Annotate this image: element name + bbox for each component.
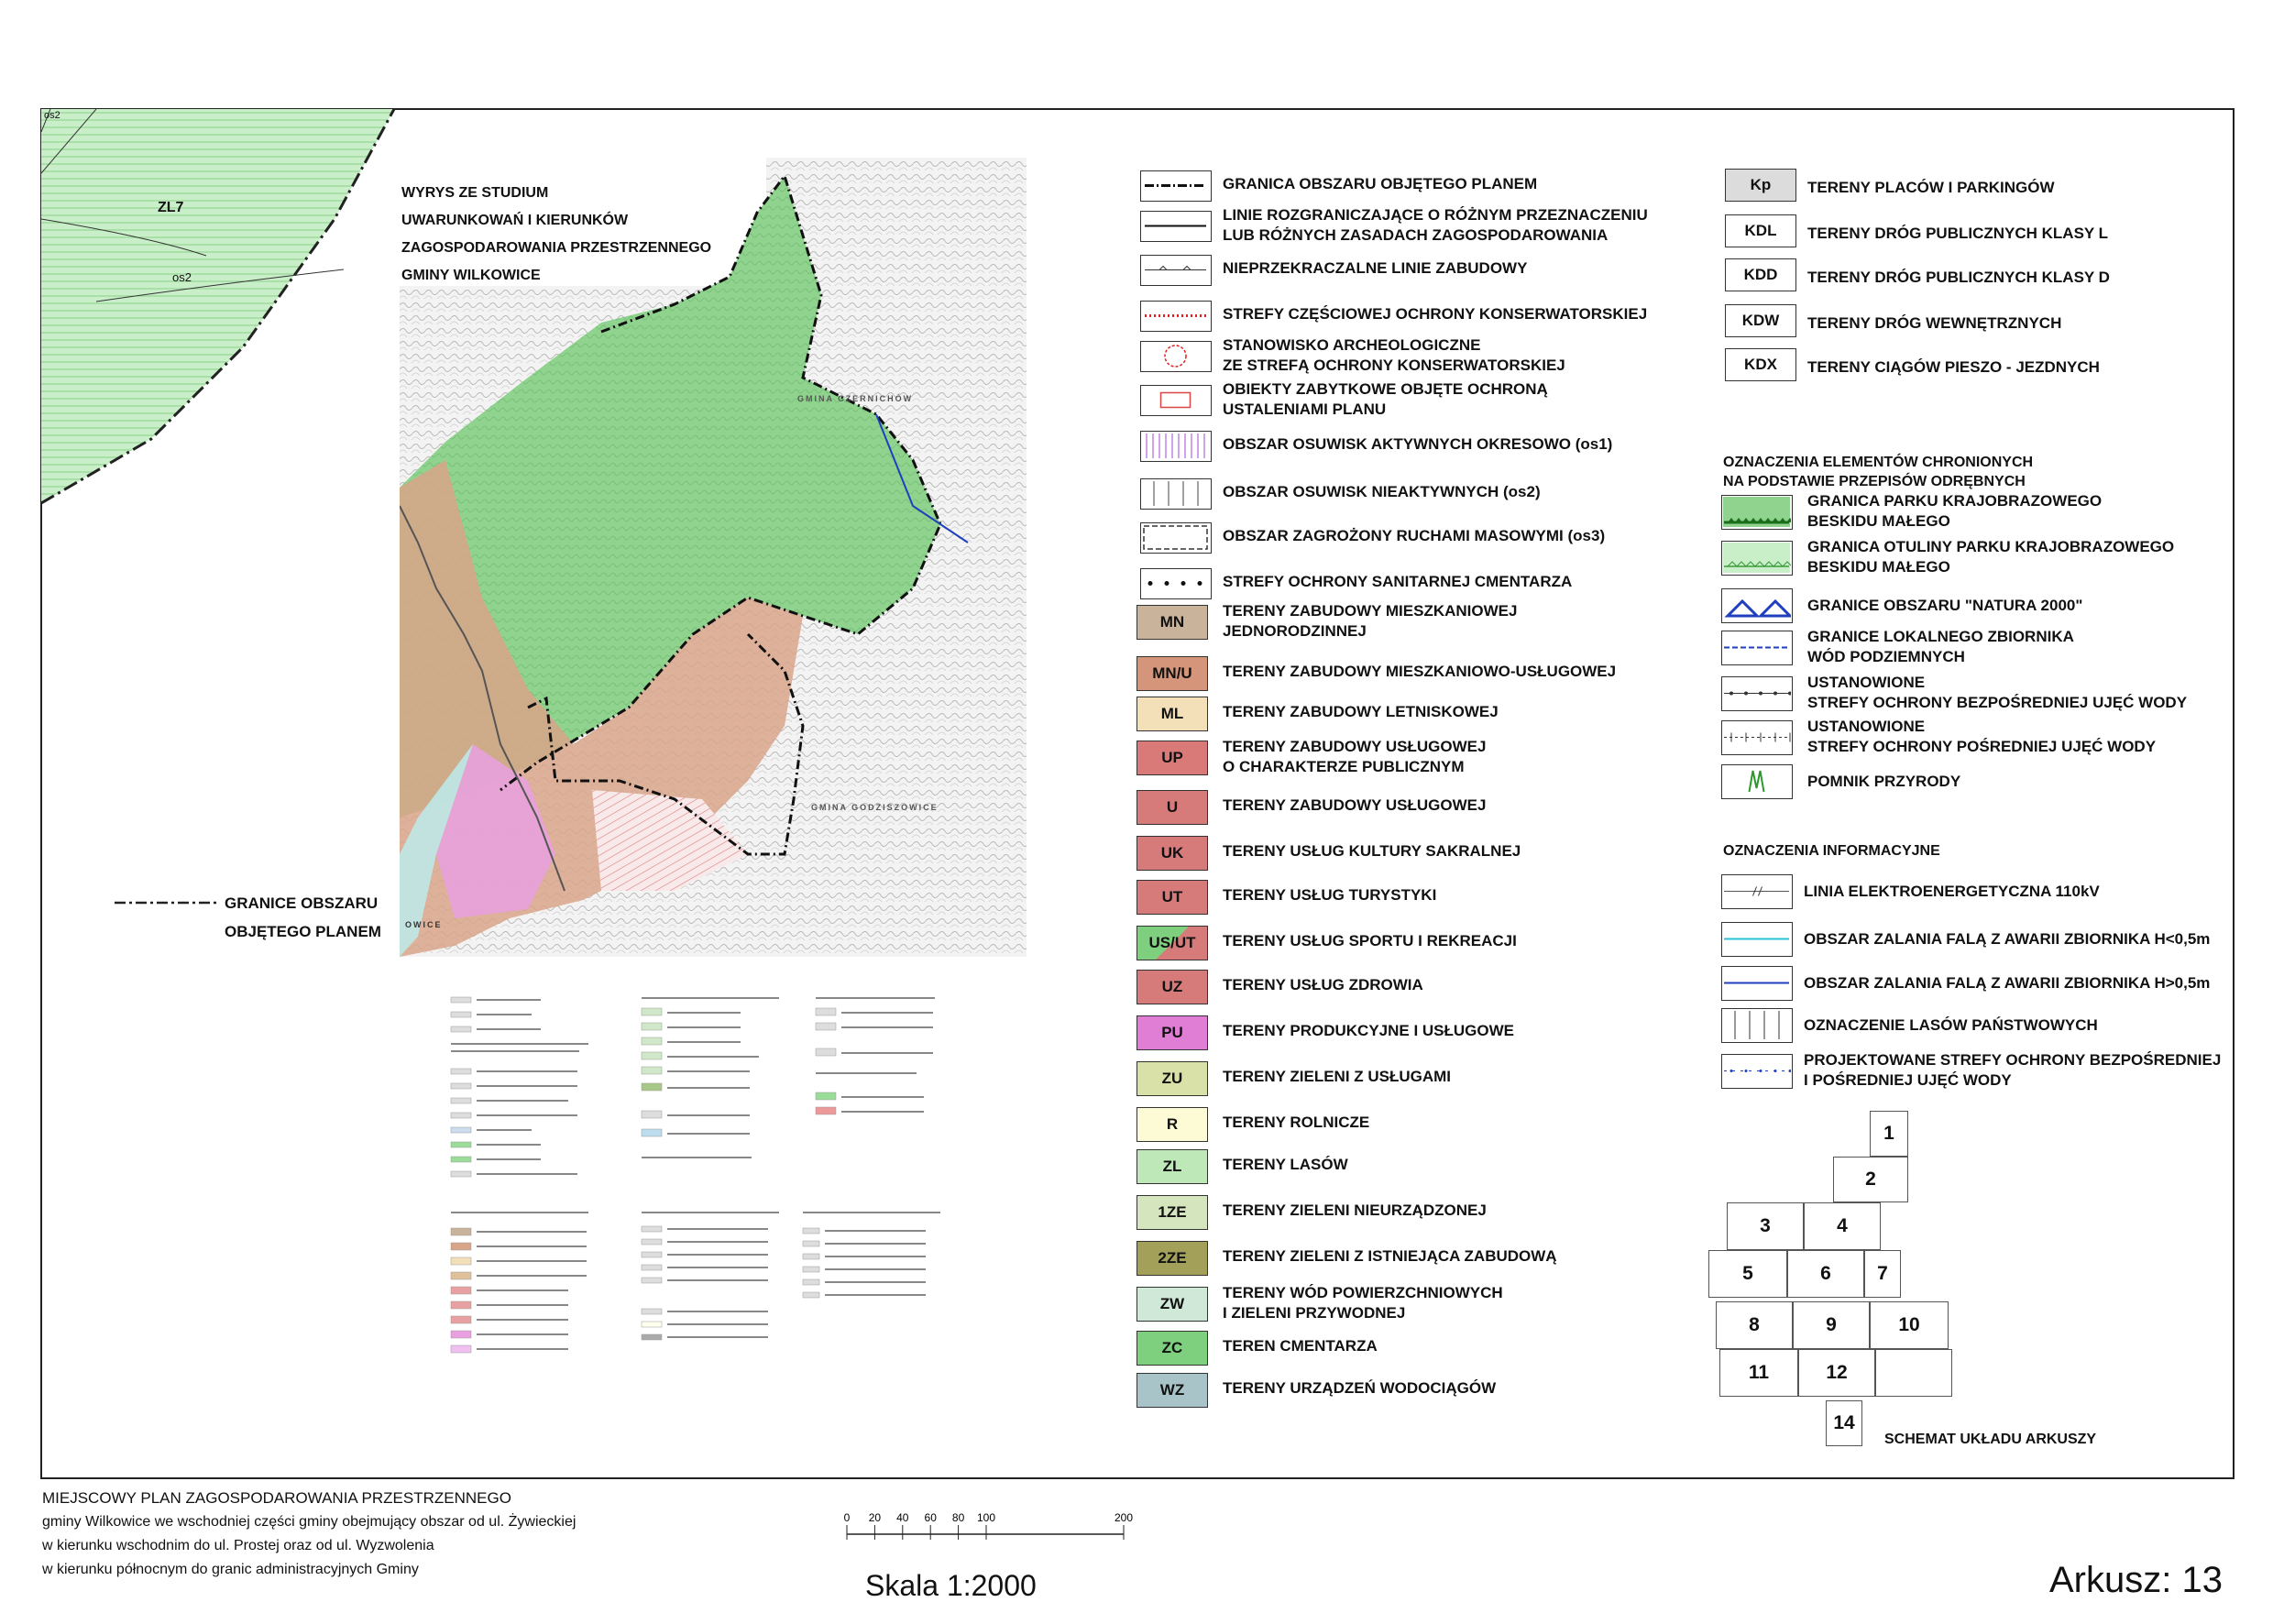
neighbour-label: OWICE xyxy=(405,920,443,929)
legend-symbol xyxy=(1140,522,1212,554)
scale-bar xyxy=(843,1509,1136,1550)
legend-label: TERENY ZABUDOWY USŁUGOWEJ xyxy=(1223,796,1487,814)
sheet-cell: 6 xyxy=(1787,1250,1864,1298)
legend-code-box: 2ZE xyxy=(1136,1241,1208,1276)
footer-description: MIEJSCOWY PLAN ZAGOSPODAROWANIA PRZESTRZENNEGO gminy Wilkowice we wschodniej części gminy obejmujący obszar od ul. Żywieckiej w kierunku wschodnim do ul. Prostej oraz od ul. Wyzwolenia w kierunku północnym do granic administracyjnych Gminy xyxy=(42,1489,576,1577)
sheet-cell: 11 xyxy=(1719,1349,1798,1397)
legend-label: STREFY CZĘŚCIOWEJ OCHRONY KONSERWATORSKIEJ xyxy=(1223,305,1648,323)
protected-symbol xyxy=(1721,764,1793,799)
sheet-cell: 3 xyxy=(1727,1202,1804,1250)
protected-symbol xyxy=(1721,588,1793,623)
legend-label: TERENY ZABUDOWY MIESZKANIOWO-USŁUGOWEJ xyxy=(1223,663,1617,680)
legend-label: TERENY PRODUKCYJNE I USŁUGOWE xyxy=(1223,1022,1515,1039)
legend-code-box: US/UT xyxy=(1136,926,1208,960)
info-label: LINIA ELEKTROENERGETYCZNA 110kV xyxy=(1804,883,2100,900)
info-heading: OZNACZENIA INFORMACYJNE xyxy=(1723,843,1940,859)
scale-tick-label: 80 xyxy=(951,1511,965,1524)
zone-label: os2 xyxy=(44,110,60,121)
legend-symbol xyxy=(1140,478,1212,510)
legend-label: TERENY LASÓW xyxy=(1223,1156,1348,1173)
legend-code-box: ML xyxy=(1136,697,1208,731)
road-label: TERENY DRÓG PUBLICZNYCH KLASY D xyxy=(1807,269,2110,286)
legend-label: TERENY ZABUDOWY MIESZKANIOWEJ JEDNORODZINNEJ xyxy=(1223,602,1518,640)
scale-tick-label: 200 xyxy=(1114,1511,1134,1524)
legend-label: OBSZAR OSUWISK NIEAKTYWNYCH (os2) xyxy=(1223,483,1541,500)
legend-symbol xyxy=(1140,255,1212,286)
protected-heading: OZNACZENIA ELEMENTÓW CHRONIONYCH NA PODSTAWIE PRZEPISÓW ODRĘBNYCH xyxy=(1723,455,2034,489)
legend-code-box: PU xyxy=(1136,1015,1208,1050)
road-code-box: KDX xyxy=(1725,348,1796,381)
protected-symbol xyxy=(1721,495,1793,530)
legend-label: STREFY OCHRONY SANITARNEJ CMENTARZA xyxy=(1223,573,1573,590)
info-symbol xyxy=(1721,1008,1793,1043)
legend-code-box: ZL xyxy=(1136,1149,1208,1184)
protected-label: USTANOWIONE STREFY OCHRONY POŚREDNIEJ UJĘĆ WODY xyxy=(1807,718,2157,755)
protected-symbol xyxy=(1721,631,1793,665)
legend-code-box: UT xyxy=(1136,880,1208,915)
legend-code-box: WZ xyxy=(1136,1373,1208,1408)
sheet-cell: 4 xyxy=(1804,1202,1881,1250)
legend-code-box: MN xyxy=(1136,605,1208,640)
legend-label: TERENY USŁUG ZDROWIA xyxy=(1223,976,1423,993)
legend-symbol xyxy=(1140,341,1212,372)
scale-label: Skala 1:2000 xyxy=(865,1569,1037,1602)
road-code-box: Kp xyxy=(1725,169,1796,202)
legend-label: TERENY USŁUG KULTURY SAKRALNEJ xyxy=(1223,842,1521,860)
main-map xyxy=(41,109,408,512)
legend-code-box: UP xyxy=(1136,741,1208,775)
legend-code-box: 1ZE xyxy=(1136,1195,1208,1230)
road-code-box: KDW xyxy=(1725,304,1796,337)
legend-code-box: R xyxy=(1136,1107,1208,1142)
info-label: OBSZAR ZALANIA FALĄ Z AWARII ZBIORNIKA H<0,5m xyxy=(1804,930,2211,948)
boundary-legend-label: GRANICE OBSZARU xyxy=(225,894,379,912)
sheet-cell xyxy=(1875,1349,1952,1397)
road-code-box: KDL xyxy=(1725,214,1796,247)
legend-label: OBSZAR ZAGROŻONY RUCHAMI MASOWYMI (os3) xyxy=(1223,527,1606,544)
sheet-cell: 8 xyxy=(1716,1301,1793,1349)
inset-title: WYRYS ZE STUDIUM UWARUNKOWAŃ I KIERUNKÓW ZAGOSPODAROWANIA PRZESTRZENNEGO GMINY WILKOWICE xyxy=(401,185,712,283)
protected-label: GRANICE LOKALNEGO ZBIORNIKA WÓD PODZIEMNYCH xyxy=(1807,628,2074,665)
info-label: OZNACZENIE LASÓW PAŃSTWOWYCH xyxy=(1804,1016,2098,1034)
boundary-symbol xyxy=(115,896,220,909)
legend-code-box: ZW xyxy=(1136,1287,1208,1322)
info-symbol xyxy=(1721,874,1793,909)
sheet-cell: 9 xyxy=(1793,1301,1870,1349)
road-label: TERENY CIĄGÓW PIESZO - JEZDNYCH xyxy=(1807,358,2100,376)
legend-code-box: MN/U xyxy=(1136,656,1208,691)
legend-label: TERENY USŁUG TURYSTYKI xyxy=(1223,886,1437,904)
forest-zone-zl7 xyxy=(41,109,394,503)
legend-symbol xyxy=(1140,431,1212,462)
protected-label: GRANICA OTULINY PARKU KRAJOBRAZOWEGO BESKIDU MAŁEGO xyxy=(1807,538,2175,576)
protected-symbol xyxy=(1721,720,1793,755)
info-symbol xyxy=(1721,1054,1793,1089)
scale-tick-label: 60 xyxy=(924,1511,937,1524)
road-label: TERENY DRÓG WEWNĘTRZNYCH xyxy=(1807,314,2062,332)
info-label: PROJEKTOWANE STREFY OCHRONY BEZPOŚREDNIEJ I POŚREDNIEJ UJĘĆ WODY xyxy=(1804,1051,2222,1089)
sheet-schema-caption: SCHEMAT UKŁADU ARKUSZY xyxy=(1884,1432,2097,1447)
info-symbol xyxy=(1721,966,1793,1001)
inset-legend-miniature xyxy=(447,992,979,1395)
sheet-cell: 2 xyxy=(1833,1157,1908,1202)
protected-label: GRANICA PARKU KRAJOBRAZOWEGO BESKIDU MAŁEGO xyxy=(1807,492,2103,530)
sheet-cell: 7 xyxy=(1864,1250,1901,1298)
info-label: OBSZAR ZALANIA FALĄ Z AWARII ZBIORNIKA H>0,5m xyxy=(1804,974,2211,992)
protected-label: POMNIK PRZYRODY xyxy=(1807,773,1961,790)
legend-label: TERENY USŁUG SPORTU I REKREACJI xyxy=(1223,932,1517,949)
scale-tick-label: 0 xyxy=(843,1511,851,1524)
protected-symbol xyxy=(1721,676,1793,711)
road-code-box: KDD xyxy=(1725,258,1796,291)
legend-label: OBIEKTY ZABYTKOWE OBJĘTE OCHRONĄ USTALENIAMI PLANU xyxy=(1223,380,1548,418)
info-symbol xyxy=(1721,922,1793,957)
legend-label: TERENY ZIELENI Z USŁUGAMI xyxy=(1223,1068,1452,1085)
zone-label: ZL7 xyxy=(158,200,184,215)
legend-symbol xyxy=(1140,211,1212,242)
boundary-legend-label: OBJĘTEGO PLANEM xyxy=(225,923,381,940)
sheet-cell: 14 xyxy=(1826,1400,1862,1446)
road-label: TERENY PLACÓW I PARKINGÓW xyxy=(1807,179,2055,196)
scale-tick-label: 100 xyxy=(976,1511,996,1524)
sheet-cell: 12 xyxy=(1798,1349,1875,1397)
zone-label: os2 xyxy=(172,270,192,284)
neighbour-label: GMINA CZERNICHÓW xyxy=(797,394,914,403)
sheet-number: Arkusz: 13 xyxy=(2049,1560,2223,1600)
legend-label: TERENY ZIELENI NIEURZĄDZONEJ xyxy=(1223,1202,1487,1219)
legend-label: TERENY ROLNICZE xyxy=(1223,1114,1370,1131)
scale-tick-label: 40 xyxy=(896,1511,909,1524)
legend-label: OBSZAR OSUWISK AKTYWNYCH OKRESOWO (os1) xyxy=(1223,435,1613,453)
protected-label: USTANOWIONE STREFY OCHRONY BEZPOŚREDNIEJ UJĘĆ WODY xyxy=(1807,674,2188,711)
legend-code-box: ZC xyxy=(1136,1331,1208,1366)
legend-symbol xyxy=(1140,301,1212,332)
legend-code-box: UK xyxy=(1136,836,1208,871)
scale-tick-label: 20 xyxy=(868,1511,882,1524)
protected-symbol xyxy=(1721,541,1793,576)
legend-label: TERENY URZĄDZEŃ WODOCIĄGÓW xyxy=(1223,1379,1497,1397)
legend-code-box: UZ xyxy=(1136,970,1208,1004)
legend-symbol xyxy=(1140,568,1212,599)
legend-label: LINIE ROZGRANICZAJĄCE O RÓŻNYM PRZEZNACZENIU LUB RÓŻNYCH ZASADACH ZAGOSPODAROWANIA xyxy=(1223,206,1648,244)
road-label: TERENY DRÓG PUBLICZNYCH KLASY L xyxy=(1807,225,2109,242)
legend-label: TERENY ZIELENI Z ISTNIEJĄCA ZABUDOWĄ xyxy=(1223,1247,1557,1265)
protected-label: GRANICE OBSZARU "NATURA 2000" xyxy=(1807,597,2083,614)
legend-label: TEREN CMENTARZA xyxy=(1223,1337,1378,1355)
sheet-cell: 1 xyxy=(1870,1111,1908,1157)
legend-symbol xyxy=(1140,385,1212,416)
legend-label: STANOWISKO ARCHEOLOGICZNE ZE STREFĄ OCHRONY KONSERWATORSKIEJ xyxy=(1223,336,1565,374)
legend-symbol xyxy=(1140,170,1212,202)
legend-label: NIEPRZEKRACZALNE LINIE ZABUDOWY xyxy=(1223,259,1528,277)
legend-label: TERENY WÓD POWIERZCHNIOWYCH I ZIELENI PRZYWODNEJ xyxy=(1223,1284,1503,1322)
sheet-cell: 5 xyxy=(1708,1250,1787,1298)
legend-label: TERENY ZABUDOWY USŁUGOWEJ O CHARAKTERZE PUBLICZNYM xyxy=(1223,738,1487,775)
sheet-cell: 10 xyxy=(1870,1301,1949,1349)
legend-label: GRANICA OBSZARU OBJĘTEGO PLANEM xyxy=(1223,175,1538,192)
legend-code-box: ZU xyxy=(1136,1061,1208,1096)
legend-code-box: U xyxy=(1136,790,1208,825)
legend-label: TERENY ZABUDOWY LETNISKOWEJ xyxy=(1223,703,1499,720)
neighbour-label: GMINA GODZISZOWICE xyxy=(811,803,939,812)
